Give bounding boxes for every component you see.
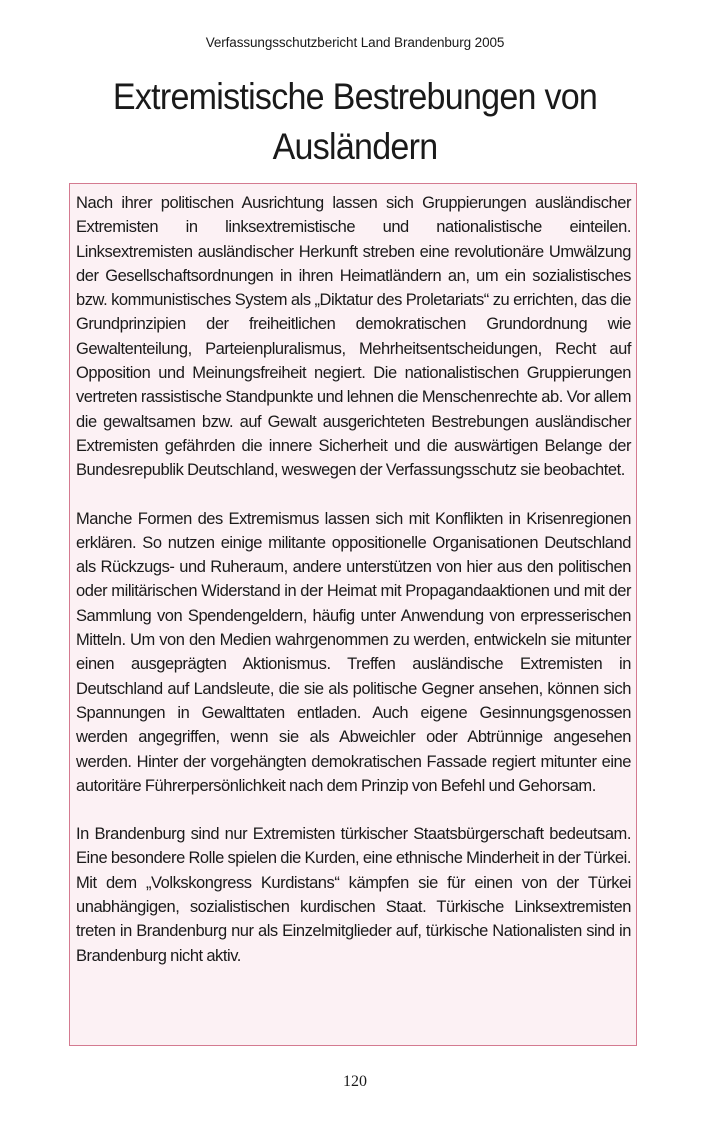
paragraph-1: Nach ihrer politischen Ausrichtung lassen sich Gruppierungen ausländischer Extremisten in linksextremistische und nationalistische einteilen. Linksextremisten ausländischer Herkunft streben eine revolutionäre Umwälzung der Gesellschaftsordnungen in ihren Heimatländern an, um ein sozialistisches bzw. kommunistisches System als „Diktatur des Proletariats“ zu errichten, das die Grundprinzipien der freiheitlichen demokratischen Grundordnung wie Gewaltenteilung, Parteienpluralismus, Mehrheitsentscheidungen, Recht auf Opposition und Meinungsfreiheit negiert. Die nationalistischen Gruppierungen vertreten rassistische Standpunkte und lehnen die Menschenrechte ab. Vor allem die gewaltsamen bzw. auf Gewalt ausgerichteten Bestrebungen ausländischer Extremisten gefährden die innere Sicherheit und die auswärtigen Belange der Bundesrepublik Deutschland, weswegen der Verfassungsschutz sie beobachtet.	[76, 194, 631, 480]
paragraph-3: In Brandenburg sind nur Extremisten türkischer Staatsbürgerschaft bedeutsam. Eine besondere Rolle spielen die Kurden, eine ethnische Minderheit in der Türkei. Mit dem „Volkskongress Kurdistans“ kämpfen sie für einen von der Türkei unabhängigen, sozialistischen kurdischen Staat. Türkische Linksextremisten treten in Brandenburg nur als Einzelmitglieder auf, türkische Nationalisten sind in Brandenburg nicht aktiv.	[76, 825, 631, 965]
page-title	[28, 72, 681, 172]
paragraph-spacer	[76, 483, 631, 507]
running-header: Verfassungsschutzbericht Land Brandenburg 2005	[205, 35, 505, 50]
page-title-line-1: Extremistische Bestrebungen von	[112, 76, 598, 117]
page-number: 120	[343, 1073, 367, 1090]
highlighted-text-box	[69, 183, 637, 1046]
page-title-line-2: Ausländern	[272, 126, 438, 167]
paragraph-2: Manche Formen des Extremismus lassen sich mit Konflikten in Krisenregionen erklären. So nutzen einige militante oppositionelle Organisationen Deutschland als Rückzugs- und Ruheraum, andere unterstützen von hier aus den politischen oder militärischen Widerstand in der Heimat mit Propagandaaktionen und mit der Sammlung von Spendengeldern, häufig unter Anwendung von erpresserischen Mitteln. Um von den Medien wahrgenommen zu werden, entwickeln sie mitunter einen ausgeprägten Aktionismus. Treffen ausländische Extremisten in Deutschland auf Landsleute, die sie als politische Gegner ansehen, können sich Spannungen in Gewalttaten entladen. Auch eigene Gesinnungsgenossen werden angegriffen, wenn sie als Abweichler oder Abtrünnige angesehen werden. Hinter der vorgehängten demokratischen Fassade regiert mitunter eine autoritäre Führerpersönlichkeit nach dem Prinzip von Befehl und Gehorsam.	[76, 509, 631, 795]
paragraph-spacer	[76, 798, 631, 822]
